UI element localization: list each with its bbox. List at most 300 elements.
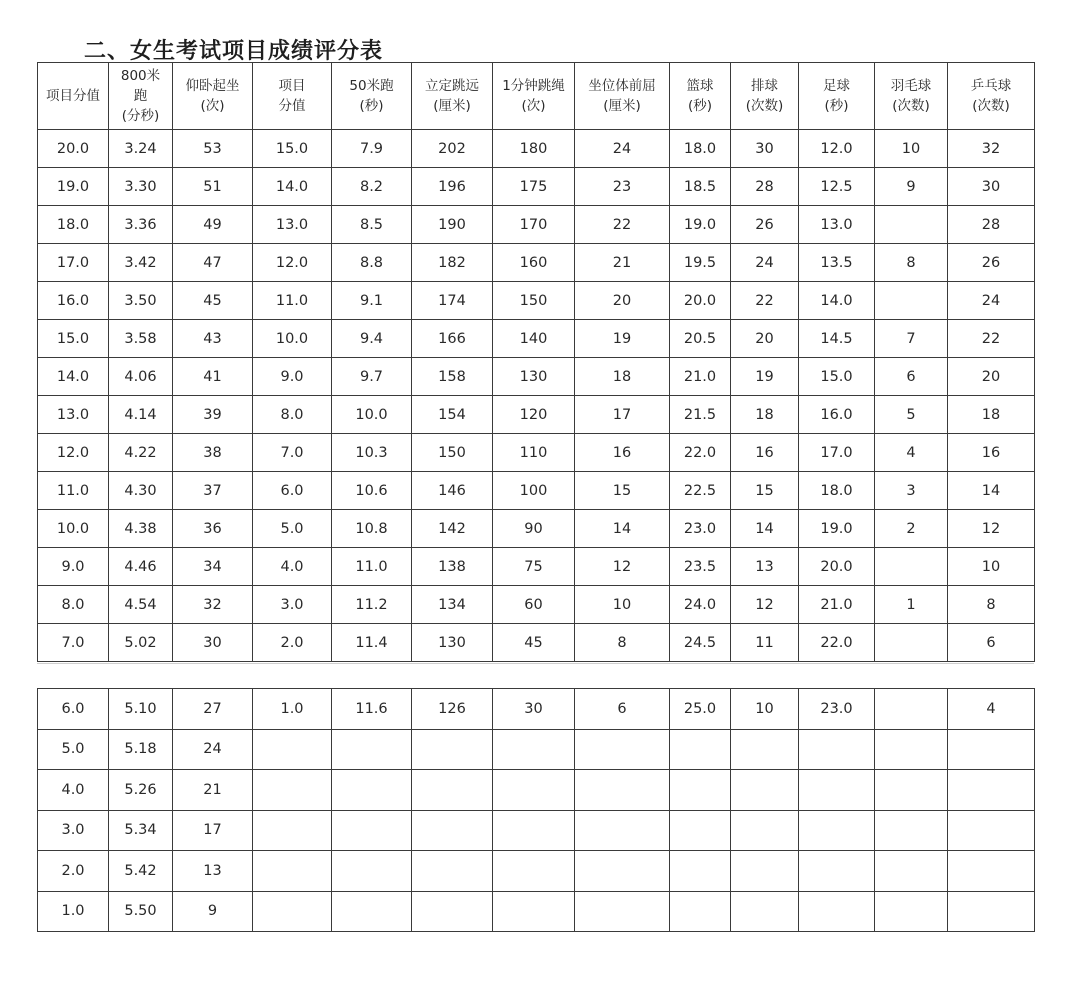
- table-cell: [948, 851, 1035, 892]
- column-header-line: (秒): [687, 98, 713, 114]
- table-cell: 53: [173, 130, 253, 168]
- table-row: [38, 624, 1035, 662]
- table-cell: 17.0: [38, 244, 109, 282]
- column-header-line: (次数): [745, 98, 784, 114]
- table-cell: 23.5: [670, 548, 731, 586]
- table-cell: 7: [875, 320, 948, 358]
- table-cell: 20: [731, 320, 799, 358]
- column-header-line: 跑: [133, 88, 148, 104]
- table-cell: 19: [575, 320, 670, 358]
- table-cell: 24: [575, 130, 670, 168]
- table-cell: [799, 810, 875, 851]
- table-cell: 3.30: [109, 168, 173, 206]
- table-cell: 20.0: [799, 548, 875, 586]
- table-cell: 9.4: [332, 320, 412, 358]
- table-row: [38, 510, 1035, 548]
- table-cell: 130: [493, 358, 575, 396]
- table-cell: [493, 851, 575, 892]
- table-row: [38, 548, 1035, 586]
- table-cell: 8: [875, 244, 948, 282]
- table-cell: 1.0: [38, 891, 109, 932]
- table-cell: 7.9: [332, 130, 412, 168]
- table-cell: [875, 891, 948, 932]
- column-header-line: 项目: [278, 78, 306, 94]
- table-cell: 18: [731, 396, 799, 434]
- column-header-line: (次): [200, 98, 225, 114]
- table-cell: 23.0: [670, 510, 731, 548]
- table-cell: 1: [875, 586, 948, 624]
- table-cell: [731, 891, 799, 932]
- table-cell: 4.06: [109, 358, 173, 396]
- column-header-line: 排球: [751, 78, 778, 94]
- table-row: [38, 586, 1035, 624]
- column-header-line: 仰卧起坐: [185, 78, 240, 94]
- table-cell: 6: [948, 624, 1035, 662]
- column-header-line: 坐位体前屈: [588, 78, 656, 94]
- table-row: [38, 770, 1035, 811]
- table-cell: 154: [412, 396, 493, 434]
- table-cell: 19.5: [670, 244, 731, 282]
- table-cell: 30: [731, 130, 799, 168]
- table-cell: 158: [412, 358, 493, 396]
- table-cell: 5.10: [109, 689, 173, 730]
- table-cell: 12.0: [253, 244, 332, 282]
- table-cell: 10: [948, 548, 1035, 586]
- table-cell: 5.0: [38, 729, 109, 770]
- table-cell: 24: [173, 729, 253, 770]
- table-cell: 12: [731, 586, 799, 624]
- table-row: [38, 282, 1035, 320]
- table-cell: [799, 770, 875, 811]
- table-cell: 9.0: [38, 548, 109, 586]
- table-cell: [875, 206, 948, 244]
- table-cell: 19.0: [670, 206, 731, 244]
- table-cell: 3.36: [109, 206, 173, 244]
- table-cell: 170: [493, 206, 575, 244]
- column-header: [670, 63, 731, 130]
- table-cell: 38: [173, 434, 253, 472]
- table-cell: 3.50: [109, 282, 173, 320]
- table-cell: 45: [173, 282, 253, 320]
- table-cell: 13: [173, 851, 253, 892]
- table-cell: 22: [731, 282, 799, 320]
- table-cell: 60: [493, 586, 575, 624]
- table-cell: [875, 729, 948, 770]
- table-cell: [253, 810, 332, 851]
- table-cell: [731, 729, 799, 770]
- table-cell: 4.30: [109, 472, 173, 510]
- column-header-line: 篮球: [686, 78, 714, 94]
- table-cell: 22: [575, 206, 670, 244]
- table-cell: 4.14: [109, 396, 173, 434]
- table-row: [38, 130, 1035, 168]
- table-cell: [731, 851, 799, 892]
- table-cell: 20.0: [670, 282, 731, 320]
- table-cell: 24.5: [670, 624, 731, 662]
- table-cell: 90: [493, 510, 575, 548]
- table-cell: [799, 851, 875, 892]
- table-cell: [575, 810, 670, 851]
- table-row: [38, 810, 1035, 851]
- table-cell: 10.8: [332, 510, 412, 548]
- table-cell: 20: [575, 282, 670, 320]
- table-cell: [332, 729, 412, 770]
- table-cell: 8.0: [38, 586, 109, 624]
- table-cell: [875, 689, 948, 730]
- table-cell: [948, 729, 1035, 770]
- table-cell: 5.26: [109, 770, 173, 811]
- table-row: [38, 851, 1035, 892]
- table-cell: 174: [412, 282, 493, 320]
- table-row: [38, 206, 1035, 244]
- table-cell: 47: [173, 244, 253, 282]
- table-cell: [670, 729, 731, 770]
- table-cell: 18.0: [799, 472, 875, 510]
- table-cell: 16: [731, 434, 799, 472]
- column-header-line: (次): [521, 98, 546, 114]
- table-cell: 3: [875, 472, 948, 510]
- header-row: [38, 63, 1035, 130]
- table-cell: 110: [493, 434, 575, 472]
- table-cell: 16: [575, 434, 670, 472]
- table-cell: 23: [575, 168, 670, 206]
- table-cell: 15.0: [253, 130, 332, 168]
- table-cell: 14.0: [253, 168, 332, 206]
- table-cell: 2: [875, 510, 948, 548]
- table-cell: 32: [173, 586, 253, 624]
- column-header: [412, 63, 493, 130]
- score-table-top: [37, 62, 1035, 662]
- table-cell: [412, 891, 493, 932]
- table-cell: 51: [173, 168, 253, 206]
- table-cell: 25.0: [670, 689, 731, 730]
- table-cell: [875, 282, 948, 320]
- column-header-line: 50米跑: [349, 78, 394, 94]
- table-cell: 26: [731, 206, 799, 244]
- table-cell: 19.0: [799, 510, 875, 548]
- table-cell: 4.0: [38, 770, 109, 811]
- table-cell: 26: [948, 244, 1035, 282]
- table-cell: 27: [173, 689, 253, 730]
- table-cell: 5.50: [109, 891, 173, 932]
- table-cell: 140: [493, 320, 575, 358]
- column-header-line: 乒乓球: [970, 78, 1012, 94]
- table-cell: 18.5: [670, 168, 731, 206]
- table-cell: 16.0: [38, 282, 109, 320]
- table-cell: 34: [173, 548, 253, 586]
- table-cell: 4.22: [109, 434, 173, 472]
- table-cell: 15.0: [799, 358, 875, 396]
- table-cell: 6: [575, 689, 670, 730]
- table-cell: 12.5: [799, 168, 875, 206]
- table-cell: 4.54: [109, 586, 173, 624]
- table-cell: 10.6: [332, 472, 412, 510]
- table-row: [38, 689, 1035, 730]
- table-cell: [670, 810, 731, 851]
- table-cell: 6.0: [38, 689, 109, 730]
- table-cell: [875, 851, 948, 892]
- column-header: [731, 63, 799, 130]
- table-cell: 24: [731, 244, 799, 282]
- column-header-line: (次数): [972, 98, 1010, 114]
- table-cell: [253, 770, 332, 811]
- table-cell: [493, 729, 575, 770]
- table-cell: 6.0: [253, 472, 332, 510]
- column-header-line: 足球: [823, 78, 850, 94]
- table-cell: 18: [575, 358, 670, 396]
- table-cell: 8: [575, 624, 670, 662]
- table-cell: [799, 891, 875, 932]
- table-cell: 22.5: [670, 472, 731, 510]
- table-cell: 150: [493, 282, 575, 320]
- table-cell: 4.46: [109, 548, 173, 586]
- table-cell: 43: [173, 320, 253, 358]
- table-cell: 12: [948, 510, 1035, 548]
- column-header-line: (秒): [359, 98, 384, 114]
- column-header-line: (秒): [824, 98, 849, 114]
- table-cell: 21.5: [670, 396, 731, 434]
- table-cell: 4.38: [109, 510, 173, 548]
- table-cell: 15: [731, 472, 799, 510]
- table-cell: [253, 891, 332, 932]
- table-cell: 22.0: [670, 434, 731, 472]
- table-cell: 3.58: [109, 320, 173, 358]
- table-cell: 21.0: [799, 586, 875, 624]
- table-cell: 182: [412, 244, 493, 282]
- table-cell: [332, 891, 412, 932]
- table-cell: 9.0: [253, 358, 332, 396]
- column-header: [799, 63, 875, 130]
- column-header: [109, 63, 173, 130]
- table-row: [38, 358, 1035, 396]
- table-cell: 3.0: [38, 810, 109, 851]
- table-cell: 4: [875, 434, 948, 472]
- table-cell: [948, 810, 1035, 851]
- table-row: [38, 168, 1035, 206]
- column-header-line: 800米: [120, 68, 161, 84]
- table-cell: 20: [948, 358, 1035, 396]
- table-cell: [253, 851, 332, 892]
- table-cell: 5.0: [253, 510, 332, 548]
- table-cell: 17: [173, 810, 253, 851]
- table-row: [38, 891, 1035, 932]
- table-cell: 22: [948, 320, 1035, 358]
- table-row: [38, 729, 1035, 770]
- table-cell: 175: [493, 168, 575, 206]
- table-cell: [332, 770, 412, 811]
- table-cell: 24: [948, 282, 1035, 320]
- column-header-line: (次数): [892, 98, 930, 114]
- table-cell: 9: [173, 891, 253, 932]
- table-cell: 21: [173, 770, 253, 811]
- column-header: [948, 63, 1035, 130]
- table-cell: 8.5: [332, 206, 412, 244]
- table-cell: 9.1: [332, 282, 412, 320]
- table-cell: 11.4: [332, 624, 412, 662]
- table-cell: [731, 810, 799, 851]
- table-cell: 4.0: [253, 548, 332, 586]
- table-cell: [575, 891, 670, 932]
- column-header: [253, 63, 332, 130]
- table-cell: 23.0: [799, 689, 875, 730]
- table-cell: 24.0: [670, 586, 731, 624]
- table-cell: 28: [948, 206, 1035, 244]
- table-cell: 45: [493, 624, 575, 662]
- table-cell: 17.0: [799, 434, 875, 472]
- table-cell: 10: [875, 130, 948, 168]
- table-cell: [412, 851, 493, 892]
- table-cell: 14.0: [799, 282, 875, 320]
- table-cell: [493, 891, 575, 932]
- score-table-bottom-grid: [37, 688, 1035, 932]
- column-header-line: (分秒): [121, 108, 160, 124]
- table-cell: 39: [173, 396, 253, 434]
- table-cell: 5.34: [109, 810, 173, 851]
- table-cell: 180: [493, 130, 575, 168]
- table-cell: 2.0: [38, 851, 109, 892]
- table-cell: [875, 770, 948, 811]
- table-cell: 75: [493, 548, 575, 586]
- table-cell: 14: [948, 472, 1035, 510]
- table-cell: 21.0: [670, 358, 731, 396]
- table-cell: 160: [493, 244, 575, 282]
- table-cell: [493, 810, 575, 851]
- table-cell: 190: [412, 206, 493, 244]
- table-cell: 2.0: [253, 624, 332, 662]
- table-cell: 20.0: [38, 130, 109, 168]
- table-cell: 134: [412, 586, 493, 624]
- column-header-line: 分值: [278, 98, 306, 114]
- table-cell: 150: [412, 434, 493, 472]
- table-cell: 14: [731, 510, 799, 548]
- column-header-line: (厘米): [603, 98, 641, 114]
- column-header: [173, 63, 253, 130]
- table-cell: 11.2: [332, 586, 412, 624]
- table-cell: 22.0: [799, 624, 875, 662]
- table-cell: 30: [173, 624, 253, 662]
- table-cell: 37: [173, 472, 253, 510]
- table-cell: 41: [173, 358, 253, 396]
- table-cell: 18.0: [670, 130, 731, 168]
- table-cell: 13.0: [38, 396, 109, 434]
- table-cell: 13.0: [799, 206, 875, 244]
- table-cell: 10: [575, 586, 670, 624]
- table-cell: 13: [731, 548, 799, 586]
- table-cell: [575, 851, 670, 892]
- score-table-bottom: [37, 688, 1035, 932]
- table-cell: 10.0: [38, 510, 109, 548]
- table-cell: 16: [948, 434, 1035, 472]
- table-cell: 146: [412, 472, 493, 510]
- column-header-line: 项目分值: [46, 88, 100, 104]
- column-header-line: 1分钟跳绳: [502, 78, 565, 94]
- table-cell: 13.0: [253, 206, 332, 244]
- table-cell: [875, 810, 948, 851]
- table-cell: [412, 810, 493, 851]
- table-row: [38, 472, 1035, 510]
- table-cell: [253, 729, 332, 770]
- table-cell: 14.5: [799, 320, 875, 358]
- table-cell: 6: [875, 358, 948, 396]
- table-cell: 10.3: [332, 434, 412, 472]
- table-cell: 19.0: [38, 168, 109, 206]
- column-header-line: (厘米): [433, 98, 471, 114]
- table-row: [38, 396, 1035, 434]
- table-cell: 49: [173, 206, 253, 244]
- table-cell: 142: [412, 510, 493, 548]
- table-cell: [575, 770, 670, 811]
- table-cell: 21: [575, 244, 670, 282]
- table-cell: 19: [731, 358, 799, 396]
- table-cell: 1.0: [253, 689, 332, 730]
- table-cell: 15: [575, 472, 670, 510]
- table-cell: 5: [875, 396, 948, 434]
- table-cell: 14: [575, 510, 670, 548]
- table-cell: [493, 770, 575, 811]
- column-header-line: 羽毛球: [890, 78, 932, 94]
- table-cell: 20.5: [670, 320, 731, 358]
- table-cell: [332, 851, 412, 892]
- table-cell: 11.0: [253, 282, 332, 320]
- table-cell: 7.0: [38, 624, 109, 662]
- score-table-top-grid: [37, 62, 1035, 662]
- table-cell: 28: [731, 168, 799, 206]
- table-cell: [948, 770, 1035, 811]
- table-cell: 5.42: [109, 851, 173, 892]
- table-cell: [575, 729, 670, 770]
- table-cell: 9.7: [332, 358, 412, 396]
- table-cell: [412, 770, 493, 811]
- table-cell: 11.0: [38, 472, 109, 510]
- table-cell: 10.0: [332, 396, 412, 434]
- table-cell: 3.24: [109, 130, 173, 168]
- table-cell: 120: [493, 396, 575, 434]
- table-cell: 11.0: [332, 548, 412, 586]
- table-cell: [332, 810, 412, 851]
- table-cell: 18: [948, 396, 1035, 434]
- table-cell: [731, 770, 799, 811]
- table-cell: 12.0: [38, 434, 109, 472]
- table-cell: 8: [948, 586, 1035, 624]
- page-break-line: [37, 663, 1034, 664]
- column-header: [38, 63, 109, 130]
- table-cell: 14.0: [38, 358, 109, 396]
- table-cell: [875, 624, 948, 662]
- table-cell: 8.8: [332, 244, 412, 282]
- table-cell: 10.0: [253, 320, 332, 358]
- table-cell: 8.0: [253, 396, 332, 434]
- table-row: [38, 434, 1035, 472]
- column-header: [332, 63, 412, 130]
- table-row: [38, 244, 1035, 282]
- table-cell: 11.6: [332, 689, 412, 730]
- table-cell: 100: [493, 472, 575, 510]
- table-cell: 32: [948, 130, 1035, 168]
- table-cell: 9: [875, 168, 948, 206]
- table-cell: [799, 729, 875, 770]
- table-cell: 12: [575, 548, 670, 586]
- table-cell: [875, 548, 948, 586]
- column-header-line: 立定跳远: [425, 78, 479, 94]
- column-header: [875, 63, 948, 130]
- table-cell: 130: [412, 624, 493, 662]
- column-header: [575, 63, 670, 130]
- table-cell: [670, 770, 731, 811]
- table-cell: 5.18: [109, 729, 173, 770]
- table-cell: 18.0: [38, 206, 109, 244]
- column-header: [493, 63, 575, 130]
- table-cell: 7.0: [253, 434, 332, 472]
